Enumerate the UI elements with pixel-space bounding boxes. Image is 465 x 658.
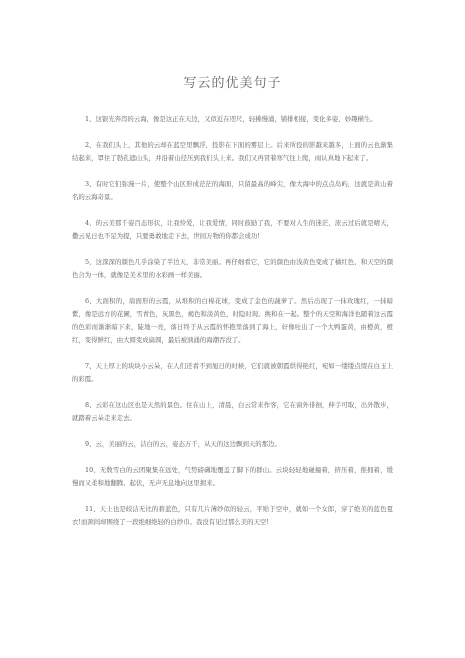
paragraph: 7、天上厚上的块块小云朵，在人们还看不到旭日的时候，它们就被朝霞烘得艳红，宛如一缕缕点缀在白玉上的彩霞。: [72, 362, 393, 383]
paragraph: 5、这深深的颜色几乎涂染了半边天，非常美丽。再仔细看它，它的颜色由浅黄色变成了橘红色，和天空的颜色合为一体，就像是美术里的水彩画一样美丽。: [72, 258, 393, 279]
paragraph: 6、大面积的，扇面形的云霞，从堆积的白棉花球，变成了金色的蔬萝了。然后出现了一抹玫瑰红，一抹暗紫，像是远方的花圃，雪青色，灰黑色，褐色和淡黄色，时隐时现。换和在一起。整个的天空和海洋也随着这云霞的色彩而渐渐暗下来，陡地一亮，落日终于从云霞的怀抱里落到了海上，好像吐出了一个大鸭蛋黄，由橙黄，橙红，变得鲜红，由大圆变成扁圆，最后被汹涌的海潮吞没了。: [72, 297, 393, 344]
paragraph: 10、无数雪白的云团聚集在远处，气势磅礴地覆盖了脚下的群山。云块轻轻地碰撞着，挤压着，推拥着，缓慢而又柔和地翻腾、起伏，无声无息地向这里拥来。: [72, 466, 393, 487]
paragraph: 9、云，美丽的云，洁白的云，姿态万千，从天的这边飘到天的那边。: [85, 440, 281, 448]
document-title: 写云的优美句子: [183, 76, 282, 91]
paragraph: 2、在我们头上，其他的云却在蓝空里飘浮，投影在下面的雾层上。后来所投的影越来越多，上面的云也渐集结起来，罩住了勃孔遮山头，并沿着山径压到我们头上来。我们又再冒着寒气往上爬，雨认真地下起来了。: [72, 141, 393, 162]
paragraph: 11、天上也是皎洁无比的碧蓝色，只有几片薄纱似的轻云，平贴于空中，就如一个女郎，穿了绝美的蓝色夏衣!而颈间却围绕了一段绝细绝轻的白纱巾。我没有见过那么美的天空!: [72, 505, 393, 526]
paragraph: 8、云彩在这山区也是天然的景色。住在山上，清晨，白云常来作客，它在窗外徘徊，伸手可取，出外散步，就踏着云朵走来走去。: [72, 401, 393, 422]
paragraph: 3、有时它们弥漫一片，使整个山区形成茫茫的海面，只留最高的峰尖，像大海中的点点岛屿，这就是黄山着名的云海奇景。: [72, 180, 393, 201]
paragraph: 4、的云美那千姿百态形状，让我怜爱，让我爱情，同时鼓励了我，不要对人生的迷茫，浓云过后就是晴天，撒云见日也不足为提，只要勇敢地走下去，世间万物的你都会成功!: [72, 219, 393, 240]
paragraph: 1、这银光奔泻的云海，像是这正在天边，又似近在咫尺，轻拂慢涌，铺排相接，变化多姿，妙趣横生。: [85, 115, 377, 123]
